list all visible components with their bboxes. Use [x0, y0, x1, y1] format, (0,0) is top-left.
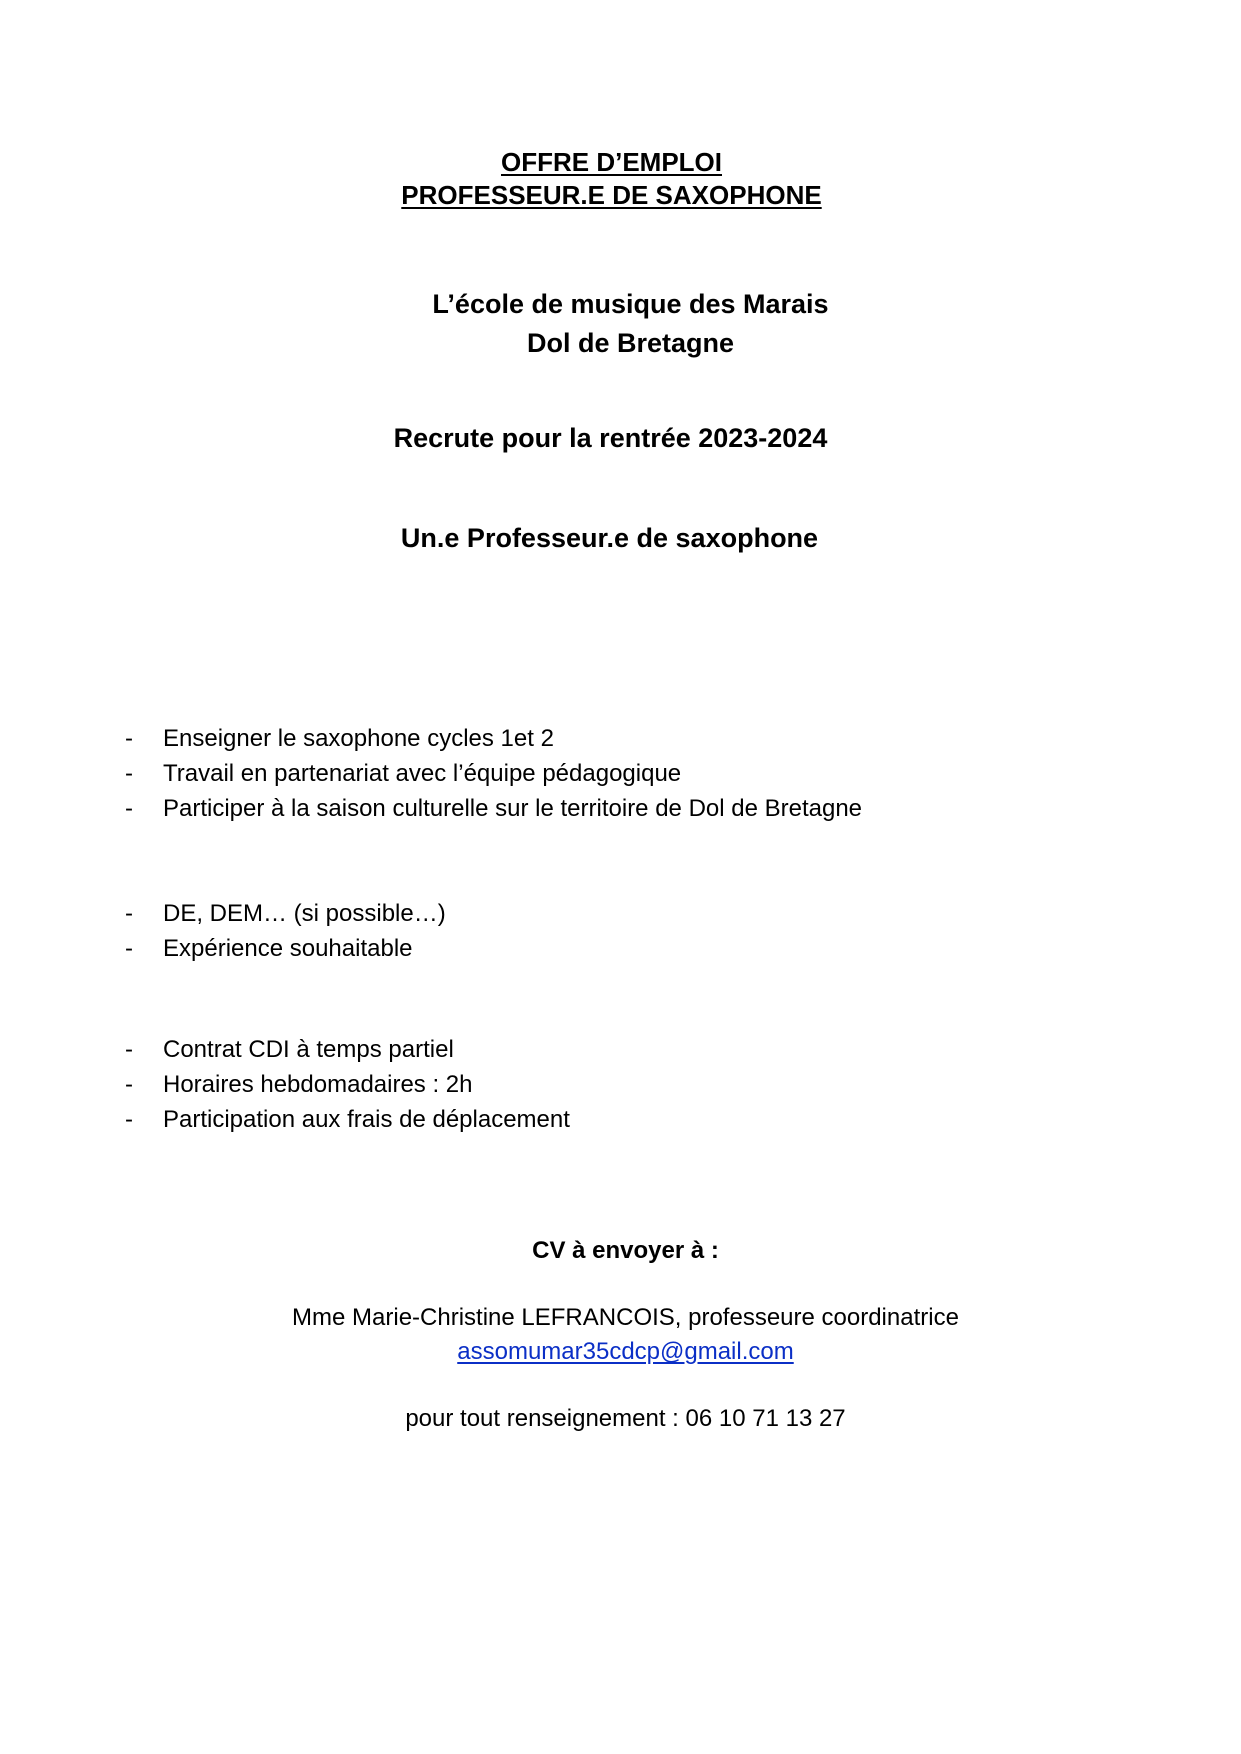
bullet-dash: -: [125, 1036, 133, 1063]
title-line-1: OFFRE D’EMPLOI: [501, 147, 722, 177]
bullet-dash: -: [125, 725, 133, 752]
profile-text: DE, DEM… (si possible…): [163, 900, 446, 927]
title-line-2: PROFESSEUR.E DE SAXOPHONE: [401, 180, 822, 210]
mission-text: Participer à la saison culturelle sur le territoire de Dol de Bretagne: [163, 795, 863, 822]
bullet-dash: -: [125, 1071, 133, 1098]
mission-text: Enseigner le saxophone cycles 1et 2: [163, 725, 554, 752]
condition-text: Horaires hebdomadaires : 2h: [163, 1071, 473, 1098]
contact-heading: CV à envoyer à :: [532, 1237, 719, 1264]
recruitment-line: Recrute pour la rentrée 2023-2024: [393, 423, 828, 453]
condition-text: Contrat CDI à temps partiel: [163, 1036, 454, 1063]
contact-email-link[interactable]: assomumar35cdcp@gmail.com: [457, 1338, 794, 1365]
contact-phone: pour tout renseignement : 06 10 71 13 27: [405, 1405, 846, 1432]
position-line: Un.e Professeur.e de saxophone: [400, 523, 819, 553]
school-name: L’école de musique des Marais: [432, 289, 829, 319]
bullet-dash: -: [125, 1106, 133, 1133]
profile-text: Expérience souhaitable: [163, 935, 413, 962]
bullet-dash: -: [125, 760, 133, 787]
school-location: Dol de Bretagne: [526, 328, 735, 358]
bullet-dash: -: [125, 935, 133, 962]
condition-text: Participation aux frais de déplacement: [163, 1106, 570, 1133]
bullet-dash: -: [125, 900, 133, 927]
contact-name: Mme Marie-Christine LEFRANCOIS, professeure coordinatrice: [292, 1304, 959, 1331]
bullet-dash: -: [125, 795, 133, 822]
mission-text: Travail en partenariat avec l’équipe pédagogique: [163, 760, 682, 787]
